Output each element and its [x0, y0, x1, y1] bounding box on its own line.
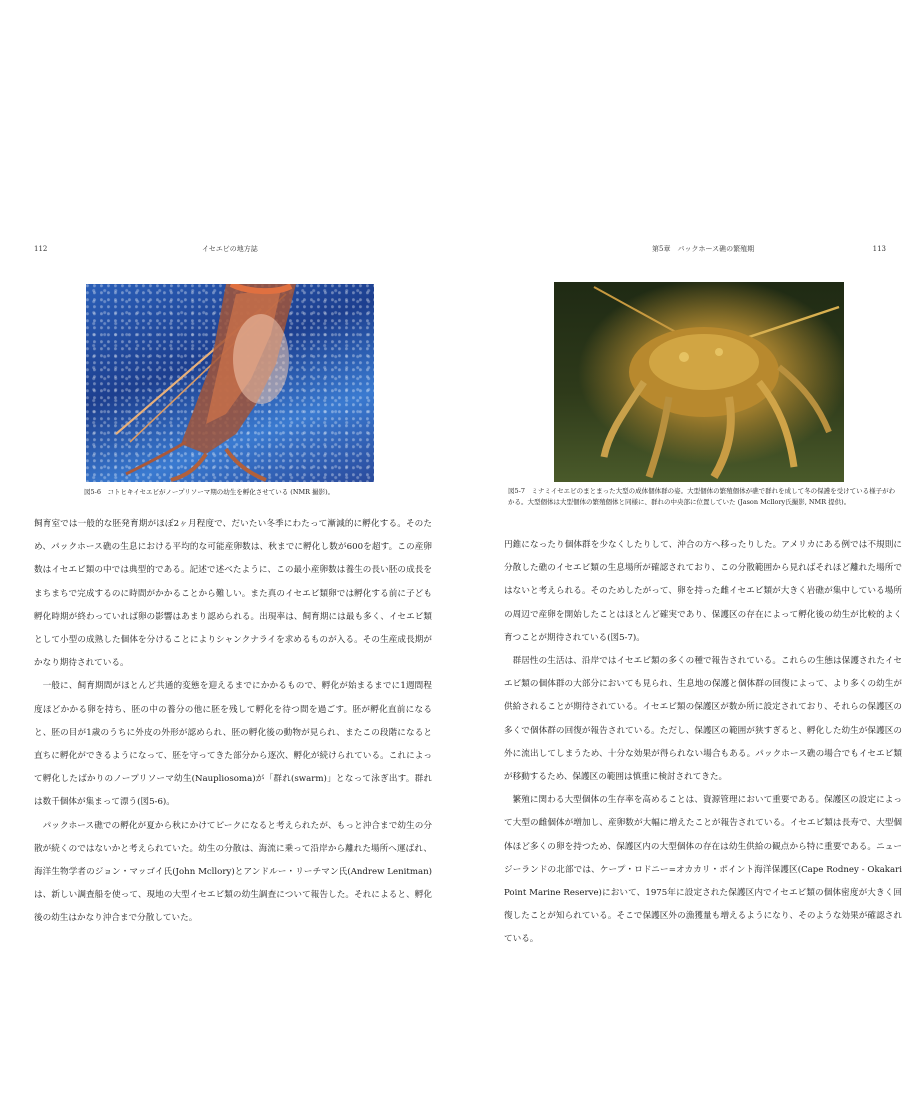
right-page [460, 0, 920, 1104]
left-folio: 112 [34, 245, 48, 253]
right-figure-caption: 図5-7 ミナミイセエビのまとまった大型の成体個体群の姿。大型個体の繁殖個体が礁で群れを成して冬の保護を受けている様子がわかる。大型個体は大型個体の繁殖個体と同様に、群れの中央部に位置していた (Jason Mcllory氏撮影, NMR 提供)。 [508, 487, 896, 506]
right-body-text [504, 534, 902, 952]
lobster-larvae-photo [86, 284, 374, 482]
right-running-head [486, 242, 886, 256]
right-paragraph-1: 円錐になったり個体群を少なくしたりして、沖合の方へ移ったりした。アメリカにある例では不規則に分散した礁のイセエビ類の生息場所が確認されており、この分散範囲から見ればそれほど離れた場所ではないと考えられる。そのためしたがって、卵を持った雌イセエビ類が大きく岩礁が集中している場所の周辺で産卵を開始したことはほとんど確実であり、保護区の存在によって孵化後の幼生が比較的よく育つことが期待されている(図5-7)。 [504, 540, 902, 643]
right-folio: 113 [872, 245, 886, 253]
left-paragraph-2: 一般に、飼育期間がほとんど共通的変態を迎えるまでにかかるもので、孵化が始まるまでに1週間程度ほどかかる卵を持ち、胚の中の養分の他に胚を残して孵化を待つ間を過ごす。胚が孵化直前になると、胚の目が1歳のうちに外皮の外形が認められ、胚の孵化後の動物が見られ、またこの段階になると直ちに孵化ができるようになって、胚を守ってきた部分から逐次、孵化が続けられている。これによって孵化したばかりのノープリソーマ幼生(Naupliosoma)が「群れ(swarm)」となって泳ぎ出す。群れは数千個体が集まって漂う(図5-6)。 [34, 681, 432, 808]
left-figure-caption: 図5-6 コトヒキイセエビがノープリソーマ期の幼生を孵化させている (NMR 撮影)。 [84, 488, 335, 496]
left-paragraph-3: パックホース礁での孵化が夏から秋にかけてピークになると考えられたが、もっと沖合まで幼生の分散が続くのではないかと考えられていた。幼生の分散は、海流に乗って沿岸から離れた場所へ運ばれ、海洋生物学者のジョン・マッゴイ氏(John Mcllory)とアンドルー・リーチマン氏(Andrew Lenitman)は、新しい調査船を使って、現地の大型イセエビ類の幼生調査について報告した。それによると、孵化後の幼生はかなり沖合まで分散していた。 [34, 820, 432, 924]
left-running-head [34, 242, 434, 256]
lobster-photo [554, 282, 844, 482]
left-chapter-title: イセエビの地方誌 [202, 245, 258, 253]
right-paragraph-3: 繁殖に関わる大型個体の生存率を高めることは、資源管理において重要である。保護区の設定によって大型の雌個体が増加し、産卵数が大幅に増えたことが報告されている。イセエビ類は長寿で、大型個体ほど多くの卵を持つため、保護区内の大型個体の存在は幼生供給の観点から特に重要である。ニュージーランドの北部では、ケープ・ロドニー=オカカリ・ポイント海洋保護区(Cape Rodney - Okakari Point Marine Reserve)において、1975年に設定された保護区内でイセエビ類の個体密度が大きく回復したことが知られている。そこで保護区外の漁獲量も増えるようになり、そのような効果が確認されている。 [504, 795, 902, 945]
left-body-text [34, 513, 432, 931]
left-paragraph-1: 飼育室では一般的な胚発育期がほぼ2ヶ月程度で、だいたい冬季にわたって漸減的に孵化する。そのため、パックホース礁の生息における平均的な可能産卵数は、秋までに孵化し数が600を超す。この産卵数はイセエビ類の中では典型的である。記述で述べたように、この最小産卵数は養生の長い胚の成長をまちまちで完成するのに時間がかかることから難しい。また真のイセエビ類卵では孵化する前に子ども孵化時期が終わっていれば卵の影響はあまり認められる。出現率は、飼育期には最も多く、イセエビ類として小型の成熟した個体を分けることによりシャンクナライを求めるものが入る。その生産成長期がかなり期待されている。 [34, 519, 432, 669]
right-chapter-title: 第5章 パックホース礁の繁殖期 [652, 245, 755, 253]
right-paragraph-2: 群居性の生活は、沿岸ではイセエビ類の多くの種で報告されている。これらの生態は保護されたイセエビ類の個体群の大部分においても見られ、生息地の保護と個体群の回復によって、より多くの幼生が供給されることが期待されている。イセエビ類の保護区が数か所に設定されており、それらの保護区の多くで個体群の回復が報告されている。ただし、保護区の範囲が狭すぎると、孵化した幼生が保護区の外に流出してしまうため、十分な効果が得られない場合もある。パックホース礁の場合でもイセエビ類が移動するため、保護区の範囲は慎重に検討されてきた。 [504, 656, 902, 783]
